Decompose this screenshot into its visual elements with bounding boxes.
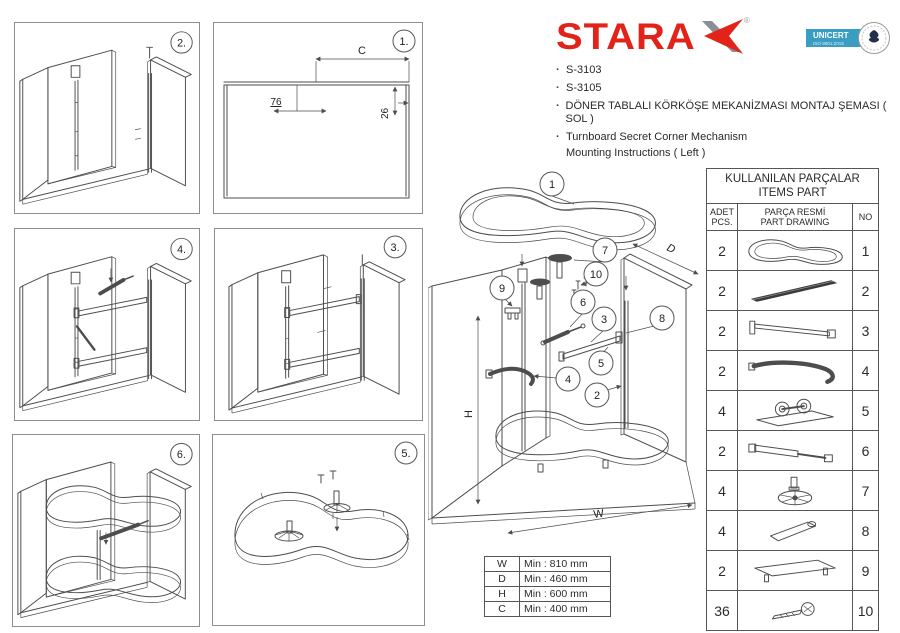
bullet: · xyxy=(556,100,560,112)
min-dimensions-table xyxy=(484,556,611,617)
model-line-1 xyxy=(556,64,900,77)
svg-text:5: 5 xyxy=(597,358,605,370)
step-3-drawing xyxy=(215,229,422,420)
step-panel-1 xyxy=(213,22,423,214)
part-drawing-mounting-clip-icon xyxy=(741,553,849,589)
col-drawing-en: PART DRAWING xyxy=(760,217,830,227)
step-badge xyxy=(171,238,192,259)
step-badge xyxy=(384,236,406,258)
step-number: 2. xyxy=(177,37,187,50)
dim-76 xyxy=(270,85,326,111)
part-row-7: 4 7 xyxy=(707,471,879,511)
callouts xyxy=(490,172,674,407)
callout-5 xyxy=(589,351,613,375)
svg-text:3: 3 xyxy=(600,314,608,326)
dim-d xyxy=(633,242,698,274)
gas-spring-insert xyxy=(77,268,133,349)
part-row-10: 36 10 xyxy=(707,591,879,631)
part-drawing-rotating-foot-icon xyxy=(741,473,849,509)
post-and-spring xyxy=(97,521,148,580)
part-drawing-chipboard-screw-icon xyxy=(741,593,849,629)
part-row-5: 4 5 xyxy=(707,391,879,431)
step-panel-6 xyxy=(12,434,200,627)
col-qty-tr: ADET xyxy=(709,207,734,217)
dim-76-label: 76 xyxy=(270,97,282,108)
step-number: 3. xyxy=(390,241,400,254)
top-tray-ring xyxy=(460,188,656,250)
brand-wordmark: STARA xyxy=(556,16,696,58)
svg-text:6: 6 xyxy=(579,297,587,309)
lower-tray xyxy=(46,556,180,602)
dim-c xyxy=(316,45,409,82)
step-number: 6. xyxy=(176,449,186,462)
callout-10 xyxy=(584,262,608,286)
step-1-drawing xyxy=(214,23,422,213)
dim-h xyxy=(463,316,478,504)
dim-d-label: D xyxy=(664,241,678,257)
tray-plate xyxy=(235,492,409,567)
step-badge xyxy=(171,443,193,465)
svg-text:10: 10 xyxy=(589,269,603,281)
part-row-8: 4 8 xyxy=(707,511,879,551)
sheet-title-english: Turnboard Secret Corner Mechanism xyxy=(566,131,748,143)
bullet: · xyxy=(556,64,560,76)
title-line-tr xyxy=(556,100,900,126)
callout-7 xyxy=(593,238,617,262)
part-row-3: 2 3 xyxy=(707,311,879,351)
model-number-1: S-3103 xyxy=(566,64,602,76)
parts-title-turkish: KULLANILAN PARÇALAR xyxy=(725,173,860,185)
svg-text:9: 9 xyxy=(498,283,506,295)
callout-8 xyxy=(650,306,674,330)
part-drawing-curved-support-arm-icon xyxy=(741,353,849,389)
parts-table xyxy=(706,168,879,631)
title-line-en xyxy=(556,131,900,144)
part-drawing-mounting-rail-icon xyxy=(741,273,849,309)
upper-tray xyxy=(46,486,180,532)
dim-w-label: W xyxy=(592,507,605,521)
sheet-title-turkish: DÖNER TABLALI KÖRKÖŞE MEKANİZMASI MONTAJ ŞEMASI ( SOL ) xyxy=(565,100,887,125)
part-row-2: 2 2 xyxy=(707,271,879,311)
col-no: NO xyxy=(853,204,879,231)
cert-name: UNICERT xyxy=(813,31,849,40)
step-6-drawing xyxy=(13,435,199,626)
unicert-badge xyxy=(806,20,894,58)
logo-x-arrow-icon xyxy=(698,19,744,55)
registered-mark: ® xyxy=(743,16,750,25)
col-qty-en: PCS. xyxy=(711,217,733,227)
svg-text:7: 7 xyxy=(601,245,609,257)
starax-logo xyxy=(556,14,806,60)
installed-foot xyxy=(275,521,303,541)
dim-row-c: C Min : 400 mm xyxy=(485,602,611,617)
step-badge xyxy=(395,442,417,464)
dim-c-label: C xyxy=(358,45,366,57)
step-number: 4. xyxy=(177,243,187,256)
dim-row-h: H Min : 600 mm xyxy=(485,587,611,602)
exploded-assembly-diagram xyxy=(428,166,710,562)
step-badge xyxy=(393,30,415,52)
part-drawing-corner-tray-ring-icon xyxy=(741,233,849,269)
svg-text:8: 8 xyxy=(658,313,666,325)
parts-table-header-row xyxy=(707,204,879,231)
callout-1 xyxy=(540,172,564,196)
part-drawing-gas-spring-icon xyxy=(741,433,849,469)
parts-title-english: ITEMS PART xyxy=(758,187,827,199)
step-panel-2 xyxy=(14,22,200,214)
callout-3 xyxy=(592,307,616,331)
cert-standard: ISO 9001:2015 xyxy=(813,41,844,46)
step-panel-3 xyxy=(214,228,423,421)
callout-2 xyxy=(585,383,609,407)
bullet: · xyxy=(556,82,560,94)
step-badge xyxy=(171,32,192,53)
screw-marks xyxy=(135,47,152,139)
product-info-list xyxy=(556,64,900,165)
model-line-2 xyxy=(556,82,900,95)
part-row-6: 2 6 xyxy=(707,431,879,471)
step-number: 1. xyxy=(399,36,409,48)
parts-table-title-row xyxy=(707,169,879,204)
cabinet-top-view xyxy=(224,82,409,198)
step-4-drawing xyxy=(15,229,199,420)
col-drawing-tr: PARÇA RESMİ xyxy=(764,207,826,217)
svg-text:2: 2 xyxy=(593,390,601,402)
floating-foot xyxy=(318,471,350,531)
part-drawing-spacer-tube-icon xyxy=(741,513,849,549)
svg-text:4: 4 xyxy=(564,374,572,386)
callout-6 xyxy=(571,290,595,314)
bullet: · xyxy=(556,131,560,143)
dim-h-label: H xyxy=(463,410,475,418)
arms xyxy=(74,297,147,368)
callout-9 xyxy=(490,276,514,300)
model-number-2: S-3105 xyxy=(566,82,602,94)
step-2-drawing xyxy=(15,23,199,213)
part-row-9: 2 9 xyxy=(707,551,879,591)
step-5-drawing xyxy=(213,435,424,625)
callout-4 xyxy=(556,367,580,391)
dim-26-label: 26 xyxy=(380,107,391,119)
dim-w xyxy=(508,505,692,533)
part-row-4: 2 4 xyxy=(707,351,879,391)
dim-26 xyxy=(380,87,408,119)
sheet-subtitle-english: Mounting Instructions ( Left ) xyxy=(566,147,706,159)
dim-row-d: D Min : 460 mm xyxy=(485,572,611,587)
step-number: 5. xyxy=(401,448,411,460)
svg-text:1: 1 xyxy=(548,179,556,191)
title-line-en-2 xyxy=(556,147,900,160)
part-drawing-roller-bracket-icon xyxy=(741,393,849,429)
part-drawing-telescopic-arm-icon xyxy=(741,313,849,349)
part-row-1: 2 1 xyxy=(707,231,879,271)
dim-row-w: W Min : 810 mm xyxy=(485,557,611,572)
step-panel-5 xyxy=(212,434,425,626)
step-panel-4 xyxy=(14,228,200,421)
